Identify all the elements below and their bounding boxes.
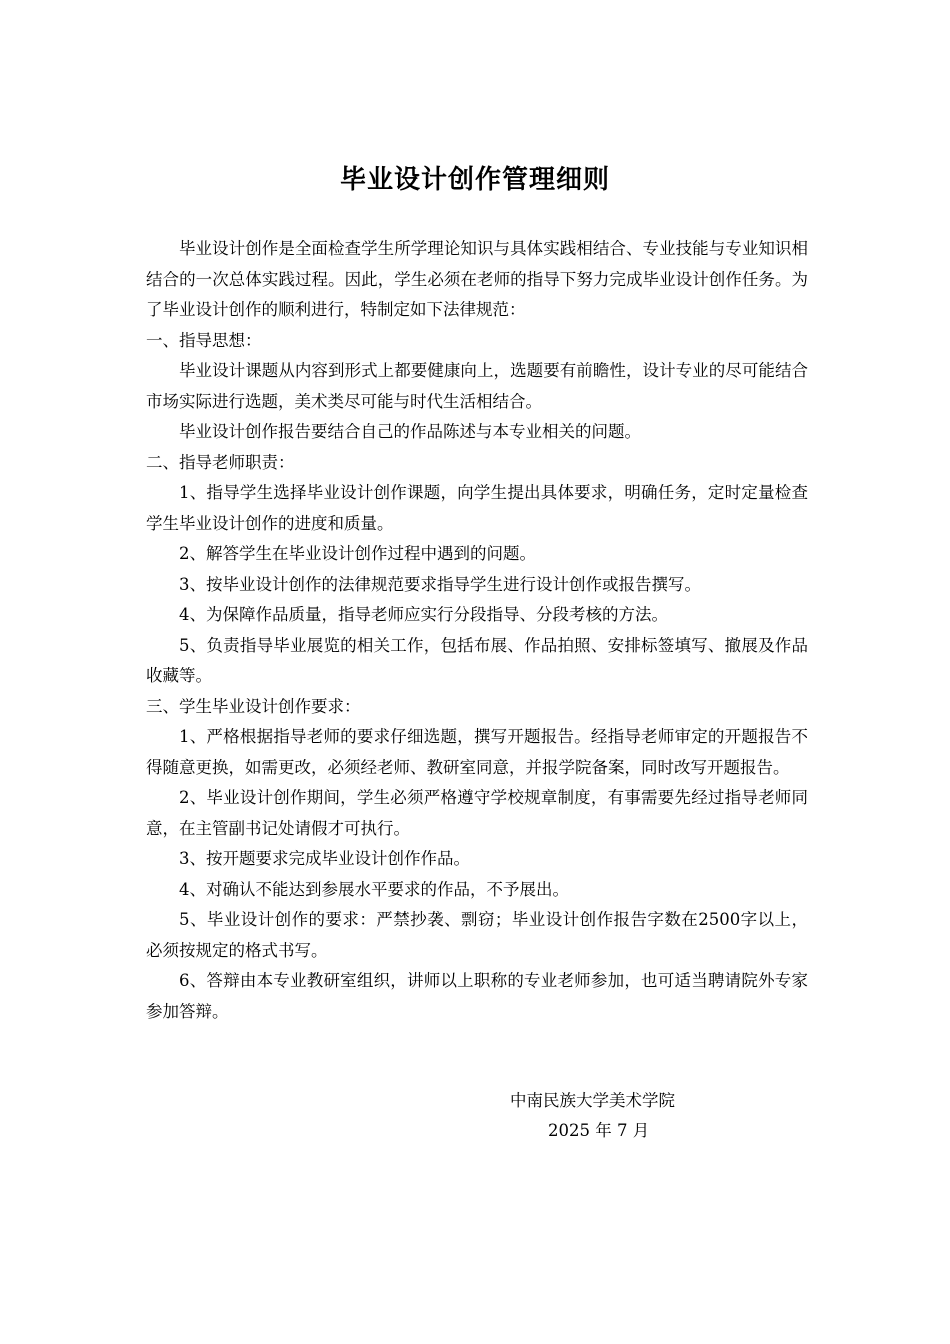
section-paragraph: 5、毕业设计创作的要求：严禁抄袭、剽窃；毕业设计创作报告字数在2500字以上，必须按规定的格式书写。 (146, 910, 808, 960)
section-paragraph: 2、解答学生在毕业设计创作过程中遇到的问题。 (179, 544, 536, 563)
section-paragraph: 毕业设计课题从内容到形式上都要健康向上，选题要有前瞻性，设计专业的尽可能结合市场实际进行选题，美术类尽可能与时代生活相结合。 (146, 361, 808, 411)
section-paragraph: 4、对确认不能达到参展水平要求的作品，不予展出。 (179, 879, 569, 899)
signature-organization: 中南民族大学美术学院 (510, 1091, 675, 1110)
intro-paragraph: 毕业设计创作是全面检查学生所学理论知识与具体实践相结合、专业技能与专业知识相结合的一次总体实践过程。因此，学生必须在老师的指导下努力完成毕业设计创作任务。为了毕业设计创作的顺利进行，特制定如下法律规范： (146, 239, 808, 319)
section-paragraph: 3、按开题要求完成毕业设计创作作品。 (179, 849, 470, 868)
section-paragraph: 4、为保障作品质量，指导老师应实行分段指导、分段考核的方法。 (179, 605, 668, 624)
document-title: 毕业设计创作管理细则 (339, 165, 610, 195)
section-heading-guiding-ideology: 一、指导思想： (146, 330, 262, 350)
section-paragraph: 2、毕业设计创作期间，学生必须严格遵守学校规章制度，有事需要先经过指导老师同意，在主管副书记处请假才可执行。 (146, 788, 808, 838)
section-heading-student-requirements: 三、学生毕业设计创作要求： (146, 696, 361, 716)
section-paragraph: 毕业设计创作报告要结合自己的作品陈述与本专业相关的问题。 (179, 422, 641, 441)
section-paragraph: 1、指导学生选择毕业设计创作课题，向学生提出具体要求，明确任务，定时定量检查学生毕业设计创作的进度和质量。 (146, 483, 808, 533)
signature-date: 2025 年 7 月 (548, 1121, 650, 1140)
section-paragraph: 5、负责指导毕业展览的相关工作，包括布展、作品拍照、安排标签填写、撤展及作品收藏等。 (146, 635, 808, 685)
section-paragraph: 3、按毕业设计创作的法律规范要求指导学生进行设计创作或报告撰写。 (179, 574, 701, 594)
document-body (146, 234, 808, 1027)
section-paragraph: 6、答辩由本专业教研室组织，讲师以上职称的专业老师参加，也可适当聘请院外专家参加答辩。 (146, 971, 808, 1021)
section-paragraph: 1、严格根据指导老师的要求仔细选题，撰写开题报告。经指导老师审定的开题报告不得随意更换，如需更改，必须经老师、教研室同意，并报学院备案，同时改写开题报告。 (146, 727, 808, 777)
section-heading-advisor-duties: 二、指导老师职责： (146, 452, 295, 472)
